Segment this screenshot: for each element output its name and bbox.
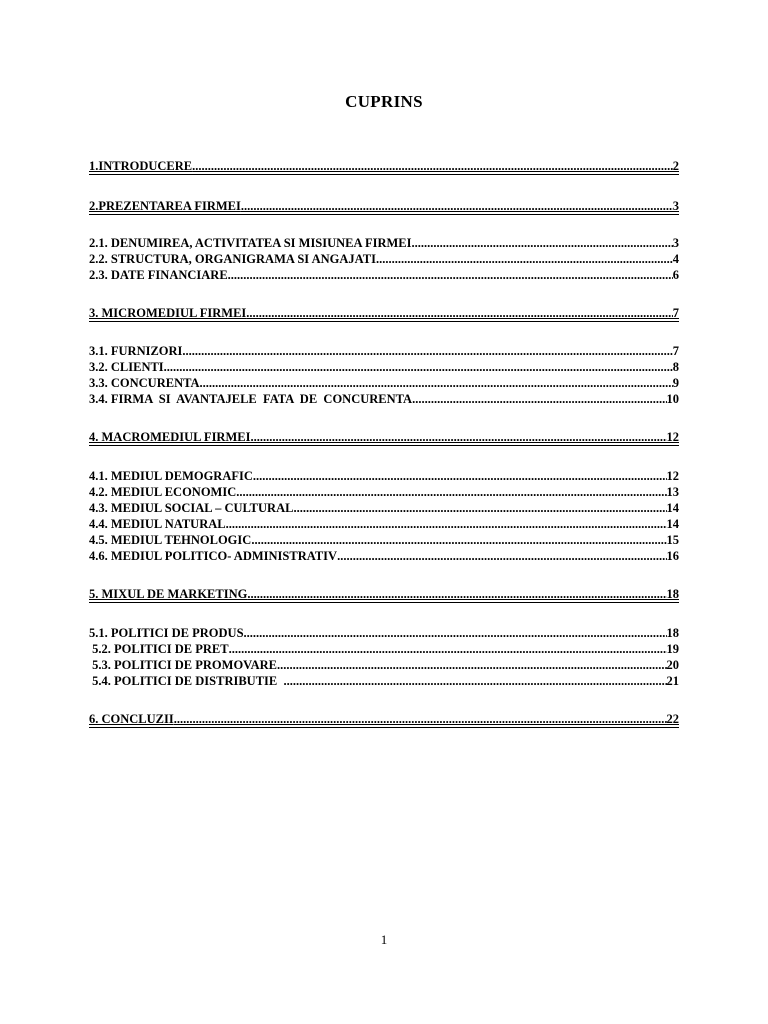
toc-entry-label: 4.3. MEDIUL SOCIAL – CULTURAL	[89, 501, 294, 515]
toc-entry-page: 2	[672, 159, 679, 173]
toc-entry-page: 14	[666, 517, 679, 531]
toc-leader-dots	[228, 267, 673, 283]
toc-leader-dots	[251, 532, 666, 548]
toc-entry-label: 5.2. POLITICI DE PRET	[89, 642, 229, 656]
toc-entry-5-1[interactable]	[89, 625, 679, 641]
toc-leader-dots	[236, 484, 666, 500]
toc-entry-concluzii[interactable]	[89, 711, 679, 728]
toc-entry-label: 4.5. MEDIUL TEHNOLOGIC	[89, 533, 252, 547]
toc-entry-5-3[interactable]	[89, 657, 679, 673]
toc-entry-label: 5. MIXUL DE MARKETING	[89, 587, 248, 601]
toc-entry-label: 3. MICROMEDIUL FIRMEI	[89, 306, 247, 320]
toc-entry-page: 22	[666, 712, 679, 726]
toc-entry-page: 21	[666, 674, 679, 688]
toc-leader-dots	[253, 468, 667, 484]
toc-entry-2-2[interactable]	[89, 251, 679, 267]
toc-entry-label: 4.4. MEDIUL NATURAL	[89, 517, 226, 531]
toc-entry-label: 3.3. CONCURENTA	[89, 376, 200, 390]
toc-entry-page: 7	[672, 344, 679, 358]
toc-entry-page: 16	[666, 549, 679, 563]
toc-entry-4-1[interactable]	[89, 468, 679, 484]
toc-leader-dots	[164, 359, 673, 375]
toc-entry-2-1[interactable]	[89, 235, 679, 251]
toc-entry-label: 4.2. MEDIUL ECONOMIC	[89, 485, 237, 499]
toc-entry-page: 8	[672, 360, 679, 374]
toc-entry-3-2[interactable]	[89, 359, 679, 375]
toc-entry-page: 3	[672, 199, 679, 213]
toc-leader-dots	[412, 235, 673, 251]
toc-entry-label: 3.1. FURNIZORI	[89, 344, 183, 358]
page-number: 1	[380, 932, 388, 947]
toc-entry-page: 12	[666, 430, 679, 444]
toc-leader-dots	[247, 586, 666, 602]
toc-entry-page: 12	[666, 469, 679, 483]
toc-entry-label: 5.4. POLITICI DE DISTRIBUTIE	[89, 674, 284, 688]
toc-entry-4-5[interactable]	[89, 532, 679, 548]
toc-entry-page: 13	[666, 485, 679, 499]
toc-leader-dots	[284, 673, 667, 689]
toc-leader-dots	[246, 305, 672, 321]
toc-entry-page: 18	[666, 626, 679, 640]
toc-entry-page: 3	[672, 236, 679, 250]
toc-entry-page: 10	[666, 392, 679, 406]
toc-entry-3-4[interactable]	[89, 391, 679, 407]
toc-leader-dots	[376, 251, 673, 267]
toc-entry-page: 7	[672, 306, 679, 320]
toc-entry-label: 6. CONCLUZII	[89, 712, 174, 726]
toc-entry-page: 6	[672, 268, 679, 282]
toc-leader-dots	[277, 657, 667, 673]
toc-entry-4-2[interactable]	[89, 484, 679, 500]
toc-entry-page: 18	[666, 587, 679, 601]
toc-entry-page: 14	[666, 501, 679, 515]
toc-entry-page: 19	[666, 642, 679, 656]
toc-leader-dots	[241, 198, 673, 214]
toc-entry-label: 2.2. STRUCTURA, ORGANIGRAMA SI ANGAJATI	[89, 252, 376, 266]
toc-entry-4-3[interactable]	[89, 500, 679, 516]
toc-entry-label: 4.1. MEDIUL DEMOGRAFIC	[89, 469, 253, 483]
toc-entry-page: 9	[672, 376, 679, 390]
toc-leader-dots	[200, 375, 673, 391]
toc-entry-4-4[interactable]	[89, 516, 679, 532]
toc-entry-label: 5.3. POLITICI DE PROMOVARE	[89, 658, 277, 672]
toc-entry-4-6[interactable]	[89, 548, 679, 564]
toc-entry-label: 1.INTRODUCERE	[89, 159, 193, 173]
toc-entry-prezentarea-firmei[interactable]	[89, 198, 679, 215]
toc-entry-label: 4.6. MEDIUL POLITICO- ADMINISTRATIV	[89, 549, 338, 563]
toc-entry-2-3[interactable]	[89, 267, 679, 283]
toc-entry-3-3[interactable]	[89, 375, 679, 391]
toc-entry-label: 2.3. DATE FINANCIARE	[89, 268, 228, 282]
toc-leader-dots	[293, 500, 666, 516]
toc-entry-page: 15	[666, 533, 679, 547]
toc-entry-mixul-de-marketing[interactable]	[89, 586, 679, 603]
toc-entry-page: 20	[666, 658, 679, 672]
toc-leader-dots	[244, 625, 667, 641]
page-title: CUPRINS	[345, 92, 423, 111]
toc-leader-dots	[229, 641, 667, 657]
toc-entry-label: 2.PREZENTAREA FIRMEI	[89, 199, 241, 213]
toc-leader-dots	[226, 516, 667, 532]
toc-entry-label: 2.1. DENUMIREA, ACTIVITATEA SI MISIUNEA FIRMEI	[89, 236, 412, 250]
toc-leader-dots	[412, 391, 666, 407]
toc-leader-dots	[337, 548, 666, 564]
toc-entry-micromediul-firmei[interactable]	[89, 305, 679, 322]
toc-leader-dots	[182, 343, 672, 359]
toc-entry-label: 5.1. POLITICI DE PRODUS	[89, 626, 244, 640]
toc-entry-5-4[interactable]	[89, 673, 679, 689]
toc-leader-dots	[174, 711, 667, 727]
toc-entry-macromediul-firmei[interactable]	[89, 429, 679, 446]
toc-leader-dots	[250, 429, 666, 445]
toc-entry-3-1[interactable]	[89, 343, 679, 359]
toc-leader-dots	[192, 158, 673, 174]
toc-entry-introducere[interactable]	[89, 158, 679, 175]
toc-entry-label: 3.2. CLIENTI	[89, 360, 164, 374]
toc-entry-label: 4. MACROMEDIUL FIRMEI	[89, 430, 251, 444]
toc-entry-page: 4	[672, 252, 679, 266]
toc-entry-5-2[interactable]	[89, 641, 679, 657]
toc-entry-label: 3.4. FIRMA SI AVANTAJELE FATA DE CONCURENTA	[89, 392, 413, 406]
